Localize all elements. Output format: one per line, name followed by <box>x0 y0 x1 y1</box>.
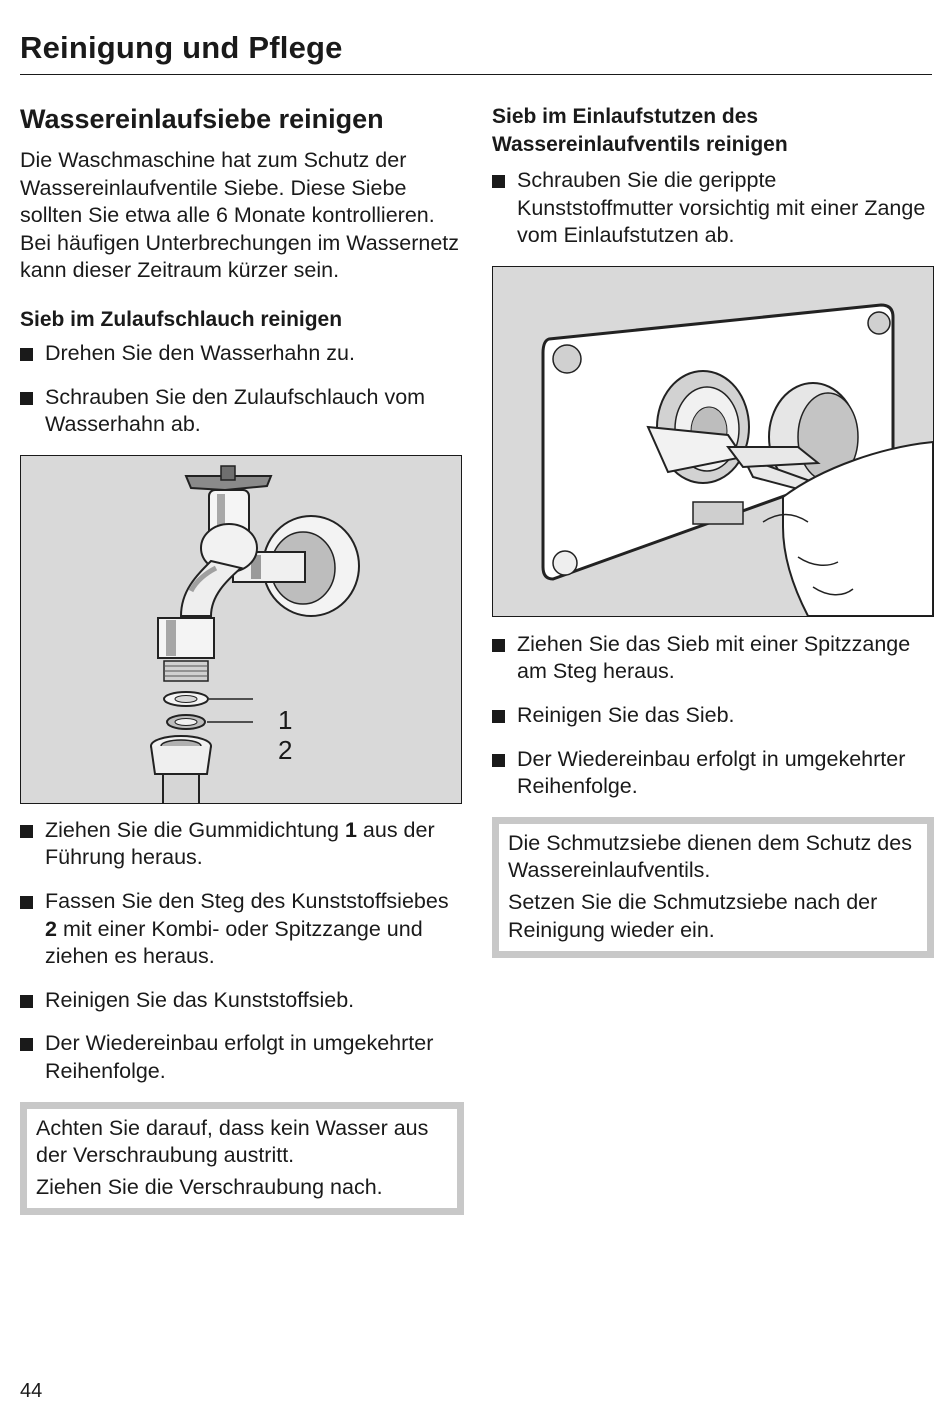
list-item: Schrauben Sie den Zulaufschlauch vom Wasserhahn ab. <box>20 384 464 439</box>
bullet-icon <box>20 348 33 361</box>
figure-label-1: 1 <box>278 705 293 735</box>
left-column <box>20 100 464 1215</box>
note-box-left <box>20 1102 464 1216</box>
bullet-icon <box>492 710 505 723</box>
note-text: Die Schmutzsiebe dienen dem Schutz des Wassereinlaufventils. <box>508 830 912 883</box>
bullet-icon <box>20 896 33 909</box>
hose-sieve-subheading: Sieb im Zulaufschlauch reinigen <box>20 307 343 331</box>
page-header <box>20 30 932 75</box>
bullet-icon <box>20 1038 33 1051</box>
list-item: Reinigen Sie das Kunststoffsieb. <box>20 987 464 1015</box>
valve-steps-list <box>492 167 934 250</box>
bullet-icon <box>492 639 505 652</box>
note-text: Achten Sie darauf, dass kein Wasser aus der Verschraubung austritt. <box>36 1115 429 1168</box>
note-text: Setzen Sie die Schmutzsiebe nach der Reinigung wieder ein. <box>508 889 878 942</box>
note-box-right <box>492 817 934 958</box>
list-item: Der Wiedereinbau erfolgt in umgekehrter Reihenfolge. <box>20 1030 464 1085</box>
hose-steps-after-list <box>20 817 464 1086</box>
bullet-icon <box>492 754 505 767</box>
figure-label-2: 2 <box>278 735 293 765</box>
list-item: Fassen Sie den Steg des Kunststoffsiebes 2 mit einer Kombi- oder Spitzzange und ziehen es heraus. <box>20 888 464 971</box>
bullet-icon <box>492 175 505 188</box>
faucet-illustration <box>20 455 462 804</box>
note-text: Ziehen Sie die Verschraubung nach. <box>36 1174 383 1199</box>
bullet-icon <box>20 995 33 1008</box>
list-item: Ziehen Sie das Sieb mit einer Spitzzange am Steg heraus. <box>492 631 934 686</box>
list-item: Drehen Sie den Wasserhahn zu. <box>20 340 464 368</box>
list-item: Reinigen Sie das Sieb. <box>492 702 934 730</box>
section-heading: Wassereinlaufsiebe reinigen <box>20 104 384 134</box>
list-item: Der Wiedereinbau erfolgt in umgekehrter Reihenfolge. <box>492 746 934 801</box>
bullet-icon <box>20 392 33 405</box>
valve-illustration <box>492 266 934 617</box>
page-number: 44 <box>20 1380 43 1402</box>
valve-sieve-subheading: Sieb im Einlaufstutzen des Wassereinlaufventils reinigen <box>492 105 788 156</box>
valve-steps-after-list <box>492 631 934 801</box>
hose-steps-list <box>20 340 464 439</box>
right-column <box>492 100 934 958</box>
bullet-icon <box>20 825 33 838</box>
intro-paragraph: Die Waschmaschine hat zum Schutz der Wassereinlaufventile Siebe. Diese Siebe sollten Sie etwa alle 6 Monate kontrollieren. Bei häufigen Unterbrechungen im Wassernetz kann dieser Zeitraum kürzer sein. <box>20 148 459 283</box>
page-title: Reinigung und Pflege <box>20 30 343 65</box>
list-item: Schrauben Sie die gerippte Kunststoffmutter vorsichtig mit einer Zange vom Einlaufstutzen ab. <box>492 167 934 250</box>
list-item: Ziehen Sie die Gummidichtung 1 aus der Führung heraus. <box>20 817 464 872</box>
